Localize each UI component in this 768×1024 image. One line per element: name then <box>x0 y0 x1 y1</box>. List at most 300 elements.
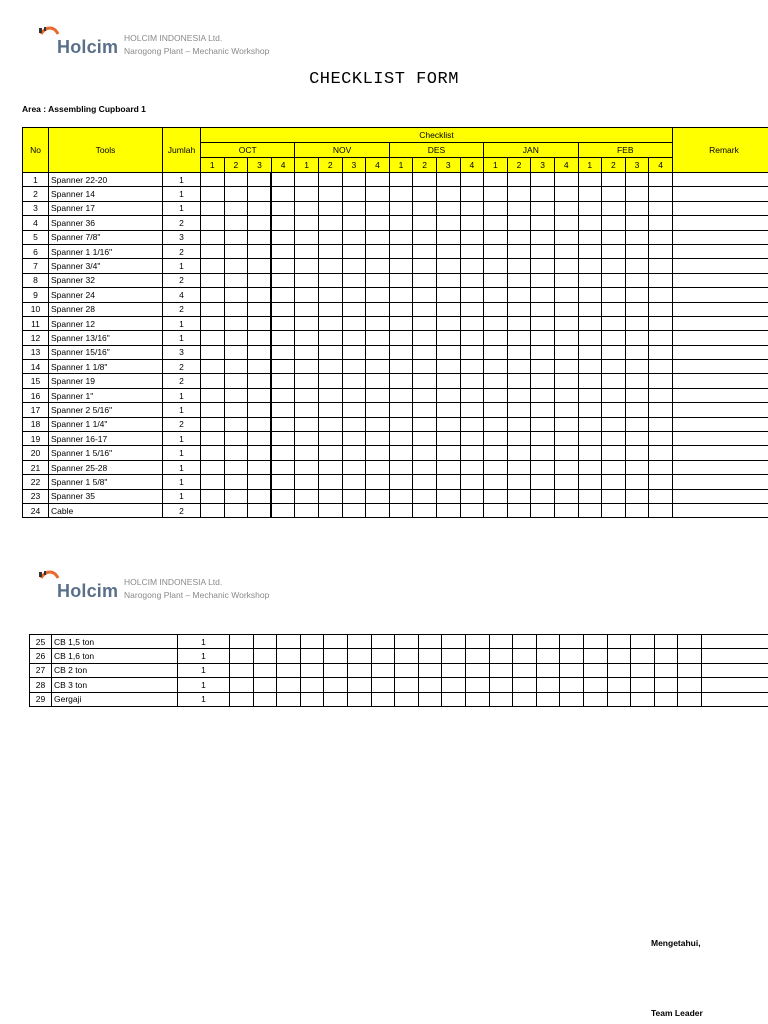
check-cell[interactable] <box>465 692 489 706</box>
check-cell[interactable] <box>413 417 437 431</box>
check-cell[interactable] <box>366 230 390 244</box>
check-cell[interactable] <box>625 475 649 489</box>
check-cell[interactable] <box>366 288 390 302</box>
check-cell[interactable] <box>625 345 649 359</box>
check-cell[interactable] <box>318 360 342 374</box>
check-cell[interactable] <box>507 388 531 402</box>
remark-cell[interactable] <box>672 244 768 258</box>
check-cell[interactable] <box>418 663 442 677</box>
check-cell[interactable] <box>436 374 460 388</box>
check-cell[interactable] <box>436 489 460 503</box>
check-cell[interactable] <box>342 403 366 417</box>
check-cell[interactable] <box>507 187 531 201</box>
check-cell[interactable] <box>201 446 225 460</box>
check-cell[interactable] <box>602 259 626 273</box>
check-cell[interactable] <box>436 388 460 402</box>
check-cell[interactable] <box>578 288 602 302</box>
check-cell[interactable] <box>578 360 602 374</box>
remark-cell[interactable] <box>672 201 768 215</box>
check-cell[interactable] <box>465 649 489 663</box>
check-cell[interactable] <box>347 678 371 692</box>
check-cell[interactable] <box>230 663 254 677</box>
check-cell[interactable] <box>602 417 626 431</box>
check-cell[interactable] <box>460 316 484 330</box>
check-cell[interactable] <box>366 374 390 388</box>
check-cell[interactable] <box>201 503 225 517</box>
check-cell[interactable] <box>224 388 248 402</box>
check-cell[interactable] <box>230 649 254 663</box>
check-cell[interactable] <box>578 173 602 187</box>
check-cell[interactable] <box>230 692 254 706</box>
check-cell[interactable] <box>389 360 413 374</box>
check-cell[interactable] <box>342 503 366 517</box>
check-cell[interactable] <box>413 331 437 345</box>
check-cell[interactable] <box>460 446 484 460</box>
check-cell[interactable] <box>436 173 460 187</box>
check-cell[interactable] <box>389 489 413 503</box>
check-cell[interactable] <box>484 432 508 446</box>
check-cell[interactable] <box>248 288 272 302</box>
check-cell[interactable] <box>413 403 437 417</box>
check-cell[interactable] <box>554 331 578 345</box>
check-cell[interactable] <box>224 503 248 517</box>
check-cell[interactable] <box>531 331 555 345</box>
check-cell[interactable] <box>248 302 272 316</box>
check-cell[interactable] <box>295 503 319 517</box>
check-cell[interactable] <box>513 635 537 649</box>
check-cell[interactable] <box>484 374 508 388</box>
remark-cell[interactable] <box>672 187 768 201</box>
check-cell[interactable] <box>271 460 295 474</box>
check-cell[interactable] <box>460 230 484 244</box>
check-cell[interactable] <box>300 663 324 677</box>
check-cell[interactable] <box>625 489 649 503</box>
check-cell[interactable] <box>554 417 578 431</box>
check-cell[interactable] <box>531 374 555 388</box>
check-cell[interactable] <box>531 173 555 187</box>
check-cell[interactable] <box>554 489 578 503</box>
check-cell[interactable] <box>366 216 390 230</box>
check-cell[interactable] <box>554 230 578 244</box>
check-cell[interactable] <box>248 201 272 215</box>
remark-cell[interactable] <box>672 345 768 359</box>
check-cell[interactable] <box>436 403 460 417</box>
check-cell[interactable] <box>531 345 555 359</box>
check-cell[interactable] <box>507 360 531 374</box>
check-cell[interactable] <box>649 216 673 230</box>
check-cell[interactable] <box>484 316 508 330</box>
check-cell[interactable] <box>578 201 602 215</box>
check-cell[interactable] <box>248 187 272 201</box>
check-cell[interactable] <box>342 244 366 258</box>
check-cell[interactable] <box>583 692 607 706</box>
check-cell[interactable] <box>678 635 702 649</box>
check-cell[interactable] <box>295 417 319 431</box>
check-cell[interactable] <box>578 244 602 258</box>
check-cell[interactable] <box>224 432 248 446</box>
check-cell[interactable] <box>531 259 555 273</box>
check-cell[interactable] <box>602 432 626 446</box>
check-cell[interactable] <box>271 187 295 201</box>
check-cell[interactable] <box>625 403 649 417</box>
check-cell[interactable] <box>460 417 484 431</box>
check-cell[interactable] <box>201 403 225 417</box>
check-cell[interactable] <box>554 403 578 417</box>
check-cell[interactable] <box>347 649 371 663</box>
check-cell[interactable] <box>342 460 366 474</box>
check-cell[interactable] <box>324 663 348 677</box>
check-cell[interactable] <box>602 173 626 187</box>
check-cell[interactable] <box>342 388 366 402</box>
check-cell[interactable] <box>201 417 225 431</box>
check-cell[interactable] <box>625 417 649 431</box>
check-cell[interactable] <box>602 388 626 402</box>
check-cell[interactable] <box>318 273 342 287</box>
check-cell[interactable] <box>631 649 655 663</box>
check-cell[interactable] <box>489 649 513 663</box>
check-cell[interactable] <box>318 331 342 345</box>
check-cell[interactable] <box>602 403 626 417</box>
check-cell[interactable] <box>583 635 607 649</box>
check-cell[interactable] <box>460 460 484 474</box>
check-cell[interactable] <box>342 216 366 230</box>
check-cell[interactable] <box>201 489 225 503</box>
check-cell[interactable] <box>318 345 342 359</box>
check-cell[interactable] <box>271 403 295 417</box>
check-cell[interactable] <box>342 374 366 388</box>
check-cell[interactable] <box>389 259 413 273</box>
check-cell[interactable] <box>460 273 484 287</box>
check-cell[interactable] <box>342 201 366 215</box>
check-cell[interactable] <box>201 388 225 402</box>
check-cell[interactable] <box>318 432 342 446</box>
check-cell[interactable] <box>484 503 508 517</box>
remark-cell[interactable] <box>672 173 768 187</box>
check-cell[interactable] <box>342 360 366 374</box>
check-cell[interactable] <box>531 201 555 215</box>
check-cell[interactable] <box>295 259 319 273</box>
check-cell[interactable] <box>489 678 513 692</box>
check-cell[interactable] <box>625 360 649 374</box>
check-cell[interactable] <box>649 331 673 345</box>
check-cell[interactable] <box>389 388 413 402</box>
check-cell[interactable] <box>560 635 584 649</box>
check-cell[interactable] <box>201 374 225 388</box>
check-cell[interactable] <box>578 316 602 330</box>
check-cell[interactable] <box>201 259 225 273</box>
remark-cell[interactable] <box>672 460 768 474</box>
check-cell[interactable] <box>654 692 678 706</box>
check-cell[interactable] <box>654 649 678 663</box>
check-cell[interactable] <box>649 374 673 388</box>
check-cell[interactable] <box>507 316 531 330</box>
check-cell[interactable] <box>507 345 531 359</box>
check-cell[interactable] <box>248 216 272 230</box>
check-cell[interactable] <box>649 475 673 489</box>
check-cell[interactable] <box>578 345 602 359</box>
check-cell[interactable] <box>389 446 413 460</box>
check-cell[interactable] <box>484 230 508 244</box>
check-cell[interactable] <box>578 331 602 345</box>
check-cell[interactable] <box>436 230 460 244</box>
check-cell[interactable] <box>201 460 225 474</box>
check-cell[interactable] <box>342 446 366 460</box>
check-cell[interactable] <box>248 345 272 359</box>
check-cell[interactable] <box>625 331 649 345</box>
check-cell[interactable] <box>324 649 348 663</box>
check-cell[interactable] <box>224 403 248 417</box>
check-cell[interactable] <box>484 302 508 316</box>
check-cell[interactable] <box>295 489 319 503</box>
check-cell[interactable] <box>554 244 578 258</box>
check-cell[interactable] <box>554 187 578 201</box>
check-cell[interactable] <box>277 649 301 663</box>
check-cell[interactable] <box>465 635 489 649</box>
remark-cell[interactable] <box>672 216 768 230</box>
check-cell[interactable] <box>654 663 678 677</box>
check-cell[interactable] <box>531 360 555 374</box>
check-cell[interactable] <box>295 244 319 258</box>
check-cell[interactable] <box>295 446 319 460</box>
check-cell[interactable] <box>271 201 295 215</box>
check-cell[interactable] <box>460 288 484 302</box>
check-cell[interactable] <box>342 331 366 345</box>
check-cell[interactable] <box>625 230 649 244</box>
check-cell[interactable] <box>649 360 673 374</box>
check-cell[interactable] <box>602 446 626 460</box>
check-cell[interactable] <box>271 173 295 187</box>
check-cell[interactable] <box>554 503 578 517</box>
check-cell[interactable] <box>342 417 366 431</box>
check-cell[interactable] <box>371 635 395 649</box>
check-cell[interactable] <box>271 417 295 431</box>
check-cell[interactable] <box>489 635 513 649</box>
check-cell[interactable] <box>531 302 555 316</box>
check-cell[interactable] <box>625 288 649 302</box>
check-cell[interactable] <box>366 475 390 489</box>
remark-cell[interactable] <box>672 360 768 374</box>
check-cell[interactable] <box>271 244 295 258</box>
check-cell[interactable] <box>366 259 390 273</box>
check-cell[interactable] <box>413 388 437 402</box>
check-cell[interactable] <box>536 692 560 706</box>
remark-cell[interactable] <box>701 678 768 692</box>
check-cell[interactable] <box>578 503 602 517</box>
check-cell[interactable] <box>507 460 531 474</box>
check-cell[interactable] <box>484 360 508 374</box>
check-cell[interactable] <box>318 201 342 215</box>
check-cell[interactable] <box>224 187 248 201</box>
check-cell[interactable] <box>413 489 437 503</box>
check-cell[interactable] <box>271 446 295 460</box>
check-cell[interactable] <box>560 649 584 663</box>
check-cell[interactable] <box>413 360 437 374</box>
remark-cell[interactable] <box>672 230 768 244</box>
check-cell[interactable] <box>342 345 366 359</box>
check-cell[interactable] <box>631 692 655 706</box>
check-cell[interactable] <box>507 201 531 215</box>
check-cell[interactable] <box>583 678 607 692</box>
check-cell[interactable] <box>465 663 489 677</box>
check-cell[interactable] <box>436 316 460 330</box>
check-cell[interactable] <box>366 302 390 316</box>
check-cell[interactable] <box>224 288 248 302</box>
check-cell[interactable] <box>578 216 602 230</box>
check-cell[interactable] <box>271 345 295 359</box>
check-cell[interactable] <box>389 345 413 359</box>
check-cell[interactable] <box>389 503 413 517</box>
check-cell[interactable] <box>277 663 301 677</box>
check-cell[interactable] <box>277 692 301 706</box>
check-cell[interactable] <box>201 432 225 446</box>
check-cell[interactable] <box>602 288 626 302</box>
check-cell[interactable] <box>224 273 248 287</box>
check-cell[interactable] <box>224 489 248 503</box>
check-cell[interactable] <box>531 446 555 460</box>
check-cell[interactable] <box>507 173 531 187</box>
check-cell[interactable] <box>460 201 484 215</box>
check-cell[interactable] <box>531 216 555 230</box>
check-cell[interactable] <box>507 489 531 503</box>
check-cell[interactable] <box>395 635 419 649</box>
check-cell[interactable] <box>436 244 460 258</box>
check-cell[interactable] <box>625 273 649 287</box>
check-cell[interactable] <box>436 360 460 374</box>
check-cell[interactable] <box>436 216 460 230</box>
remark-cell[interactable] <box>672 288 768 302</box>
check-cell[interactable] <box>460 374 484 388</box>
check-cell[interactable] <box>318 460 342 474</box>
check-cell[interactable] <box>318 259 342 273</box>
check-cell[interactable] <box>389 173 413 187</box>
check-cell[interactable] <box>318 446 342 460</box>
check-cell[interactable] <box>295 403 319 417</box>
check-cell[interactable] <box>531 273 555 287</box>
check-cell[interactable] <box>554 316 578 330</box>
check-cell[interactable] <box>395 692 419 706</box>
check-cell[interactable] <box>460 173 484 187</box>
check-cell[interactable] <box>271 388 295 402</box>
check-cell[interactable] <box>531 403 555 417</box>
check-cell[interactable] <box>248 173 272 187</box>
check-cell[interactable] <box>507 230 531 244</box>
check-cell[interactable] <box>484 173 508 187</box>
check-cell[interactable] <box>230 635 254 649</box>
check-cell[interactable] <box>649 432 673 446</box>
remark-cell[interactable] <box>672 316 768 330</box>
check-cell[interactable] <box>224 230 248 244</box>
check-cell[interactable] <box>484 187 508 201</box>
check-cell[interactable] <box>484 201 508 215</box>
check-cell[interactable] <box>295 316 319 330</box>
check-cell[interactable] <box>295 216 319 230</box>
check-cell[interactable] <box>484 388 508 402</box>
check-cell[interactable] <box>295 345 319 359</box>
remark-cell[interactable] <box>701 663 768 677</box>
check-cell[interactable] <box>554 374 578 388</box>
check-cell[interactable] <box>560 692 584 706</box>
check-cell[interactable] <box>271 259 295 273</box>
check-cell[interactable] <box>484 475 508 489</box>
check-cell[interactable] <box>366 201 390 215</box>
check-cell[interactable] <box>413 273 437 287</box>
check-cell[interactable] <box>366 460 390 474</box>
check-cell[interactable] <box>248 360 272 374</box>
check-cell[interactable] <box>631 663 655 677</box>
check-cell[interactable] <box>366 489 390 503</box>
check-cell[interactable] <box>602 187 626 201</box>
check-cell[interactable] <box>413 374 437 388</box>
check-cell[interactable] <box>318 187 342 201</box>
check-cell[interactable] <box>201 230 225 244</box>
check-cell[interactable] <box>602 460 626 474</box>
check-cell[interactable] <box>201 360 225 374</box>
check-cell[interactable] <box>484 345 508 359</box>
check-cell[interactable] <box>318 316 342 330</box>
check-cell[interactable] <box>507 503 531 517</box>
check-cell[interactable] <box>371 678 395 692</box>
check-cell[interactable] <box>554 173 578 187</box>
check-cell[interactable] <box>347 635 371 649</box>
check-cell[interactable] <box>201 302 225 316</box>
check-cell[interactable] <box>649 489 673 503</box>
check-cell[interactable] <box>436 446 460 460</box>
check-cell[interactable] <box>201 201 225 215</box>
check-cell[interactable] <box>248 417 272 431</box>
check-cell[interactable] <box>248 403 272 417</box>
check-cell[interactable] <box>366 187 390 201</box>
check-cell[interactable] <box>554 345 578 359</box>
check-cell[interactable] <box>625 316 649 330</box>
check-cell[interactable] <box>460 187 484 201</box>
check-cell[interactable] <box>649 187 673 201</box>
check-cell[interactable] <box>436 475 460 489</box>
remark-cell[interactable] <box>672 259 768 273</box>
check-cell[interactable] <box>201 187 225 201</box>
check-cell[interactable] <box>413 475 437 489</box>
check-cell[interactable] <box>484 259 508 273</box>
check-cell[interactable] <box>295 187 319 201</box>
check-cell[interactable] <box>602 201 626 215</box>
check-cell[interactable] <box>318 244 342 258</box>
check-cell[interactable] <box>318 302 342 316</box>
check-cell[interactable] <box>342 173 366 187</box>
check-cell[interactable] <box>625 302 649 316</box>
check-cell[interactable] <box>554 259 578 273</box>
check-cell[interactable] <box>318 216 342 230</box>
check-cell[interactable] <box>513 663 537 677</box>
check-cell[interactable] <box>224 475 248 489</box>
check-cell[interactable] <box>413 173 437 187</box>
check-cell[interactable] <box>554 446 578 460</box>
check-cell[interactable] <box>389 374 413 388</box>
check-cell[interactable] <box>531 388 555 402</box>
check-cell[interactable] <box>507 432 531 446</box>
check-cell[interactable] <box>460 259 484 273</box>
check-cell[interactable] <box>460 302 484 316</box>
remark-cell[interactable] <box>672 417 768 431</box>
check-cell[interactable] <box>578 446 602 460</box>
check-cell[interactable] <box>389 302 413 316</box>
check-cell[interactable] <box>201 216 225 230</box>
check-cell[interactable] <box>389 273 413 287</box>
check-cell[interactable] <box>507 216 531 230</box>
check-cell[interactable] <box>578 432 602 446</box>
check-cell[interactable] <box>295 331 319 345</box>
check-cell[interactable] <box>578 273 602 287</box>
check-cell[interactable] <box>607 663 631 677</box>
check-cell[interactable] <box>366 388 390 402</box>
